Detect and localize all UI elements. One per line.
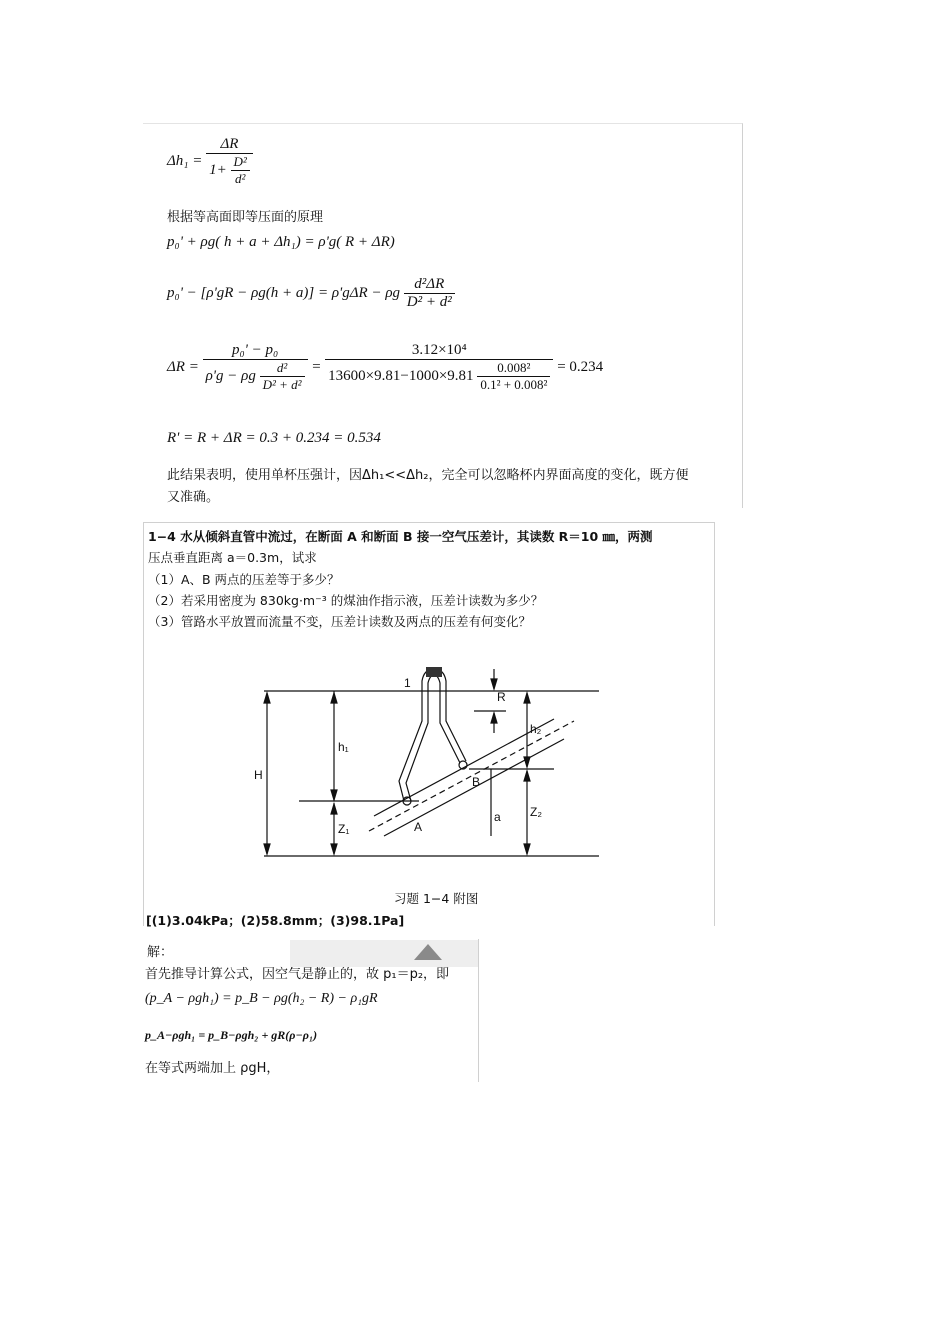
manometer-figure [254,661,614,861]
problem-panel-1-4 [143,522,715,926]
solution-line-3: p_A−ρgh₁ = p_B−ρgh₂ + gR(ρ−ρ₁) [145,1028,318,1042]
numerator: D² [233,154,247,169]
principle-text: 根据等高面即等压面的原理 [167,210,324,225]
fig-label-R: R [497,690,506,704]
fraction [206,136,253,187]
equation-delta-h1 [167,136,253,187]
solution-panel-1 [143,123,743,508]
fraction [231,154,250,187]
fig-label-h2: h₂ [530,722,542,736]
denominator [203,359,308,393]
question-line-1: 1−4 水从倾斜直管中流过，在断面 A 和断面 B 接一空气压差计，其读数 R＝10 ㎜，两测 [148,529,653,544]
eq-text: 1+ [209,161,227,178]
fraction [477,360,550,393]
fraction [404,276,455,311]
eq-text: = [311,358,322,375]
numerator: ΔR [220,136,239,152]
solution-line-4: 在等式两端加上 ρgH， [145,1061,280,1076]
figure-caption: 习题 1−4 附图 [394,891,479,906]
question-item-3: （3）管路水平放置而流量不变，压差计读数及两点的压差有何变化？ [148,614,531,629]
question-line-2: 压点垂直距离 a＝0.3m，试求 [148,550,317,565]
conclusion-line-2: 又准确。 [167,490,220,505]
equation-2: p₀' + ρg( h + a + Δh₁) = ρ'g( R + ΔR) [167,234,395,250]
scroll-top-button[interactable] [290,940,478,967]
fig-label-A: A [414,820,423,834]
solution-line-2: (p_A − ρgh₁) = p_B − ρg(h₂ − R) − ρ₁gR [145,991,378,1006]
question-item-2: （2）若采用密度为 830kg·m⁻³ 的煤油作指示液，压差计读数为多少？ [148,593,544,608]
eq-text: p₀' − [ρ'gR − ρg(h + a)] = ρ'gΔR − ρg [167,284,401,301]
equation-3 [167,276,455,311]
solution-line-1: 首先推导计算公式，因空气是静止的，故 p₁＝p₂，即 [145,967,450,982]
fraction [260,360,305,393]
solution-heading: 解： [147,945,174,960]
eq-text: = 0.234 [557,358,604,375]
conclusion-line-1: 此结果表明，使用单杯压强计，因Δh₁<<Δh₂，完全可以忽略杯内界面高度的变化，既方便 [167,468,689,483]
answer-line: [(1)3.04kPa；(2)58.8mm；(3)98.1Pa] [146,913,405,928]
eq-text: ρ'g − ρg [205,367,256,384]
eq-text: 13600×9.81−1000×9.81 [328,367,474,384]
denominator: d² [231,170,250,187]
denominator: D² + d² [404,293,455,311]
denominator [325,359,553,393]
fraction [203,342,308,393]
denominator: 0.1² + 0.008² [477,376,550,393]
fig-label-H: H [254,768,263,782]
fig-label-1: 1 [404,676,411,690]
denominator: D² + d² [260,376,305,393]
question-item-1: （1）A、B 两点的压差等于多少？ [148,572,340,587]
fig-label-B: B [472,775,481,789]
fig-label-h1: h₁ [338,740,349,754]
triangle-up-icon [414,944,442,960]
numerator: d²ΔR [414,276,445,292]
fraction [325,342,553,393]
equation-4 [167,342,603,393]
numerator: 0.008² [497,360,531,375]
eq-text: ΔR = [167,358,199,375]
denominator [206,153,253,187]
fig-label-z1: Z₁ [338,822,350,836]
numerator: d² [276,360,288,375]
numerator: 3.12×10⁴ [411,342,467,358]
fig-label-z2: Z₂ [530,805,542,819]
numerator: p₀' − p₀ [231,342,279,358]
fig-label-a: a [494,810,501,824]
equation-5: R' = R + ΔR = 0.3 + 0.234 = 0.534 [167,430,381,446]
eq-text: Δh₁ = [167,152,203,169]
